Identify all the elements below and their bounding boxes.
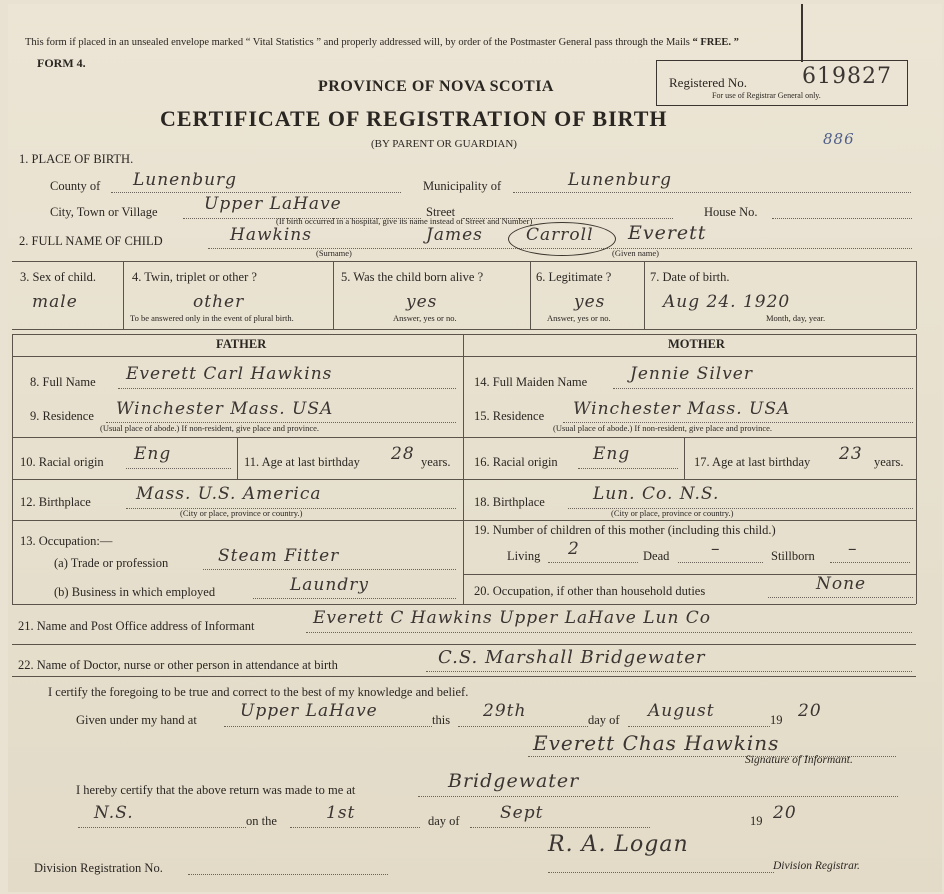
registrar-label: Division Registrar. <box>773 860 860 872</box>
date-note: Month, day, year. <box>766 313 826 323</box>
mother-occupation-label: 20. Occupation, if other than household duties <box>474 584 706 598</box>
father-name-label: 8. Full Name <box>30 375 96 389</box>
given-place: Upper LaHave <box>240 701 378 721</box>
province-title: PROVINCE OF NOVA SCOTIA <box>318 78 554 95</box>
city-label: City, Town or Village <box>50 205 158 219</box>
sex-value: male <box>32 292 78 312</box>
page-title: CERTIFICATE OF REGISTRATION OF BIRTH <box>160 106 668 131</box>
mother-children-label: 19. Number of children of this mother (including this child.) <box>474 523 776 537</box>
registrar-signature: R. A. Logan <box>548 832 689 857</box>
father-residence-note: (Usual place of abode.) If non-resident, give place and province. <box>100 423 320 433</box>
registered-pen-stroke <box>801 4 803 62</box>
father-birthplace-label: 12. Birthplace <box>20 495 91 509</box>
form-number: FORM 4. <box>37 56 86 70</box>
father-residence-value: Winchester Mass. USA <box>116 399 334 419</box>
certify-statement: I certify the foregoing to be true and correct to the best of my knowledge and belief. <box>48 685 469 699</box>
twin-label: 4. Twin, triplet or other ? <box>132 270 257 284</box>
mother-residence-label: 15. Residence <box>474 409 545 423</box>
alive-label: 5. Was the child born alive ? <box>341 270 484 284</box>
father-racial-value: Eng <box>134 444 172 464</box>
return-year: 20 <box>773 803 797 823</box>
street-label: Street <box>426 205 456 219</box>
county-value: Lunenburg <box>133 170 238 190</box>
registered-number-box <box>656 60 908 106</box>
father-business-value: Laundry <box>290 575 369 595</box>
city-value: Upper LaHave <box>204 194 342 214</box>
father-age-value: 28 <box>391 444 415 464</box>
mother-stillborn-label: Stillborn <box>771 549 815 563</box>
signature-label: Signature of Informant. <box>745 754 853 766</box>
father-trade-value: Steam Fitter <box>218 546 340 566</box>
father-residence-label: 9. Residence <box>30 409 94 423</box>
day-of-label: day of <box>588 713 620 727</box>
return-day-of-label: day of <box>428 814 460 828</box>
father-racial-label: 10. Racial origin <box>20 455 104 469</box>
informant-value: Everett C Hawkins Upper LaHave Lun Co <box>313 608 712 628</box>
on-label: on the <box>246 814 277 828</box>
sex-label: 3. Sex of child. <box>20 270 97 284</box>
legit-note: Answer, yes or no. <box>547 313 611 323</box>
division-label: Division Registration No. <box>34 861 163 875</box>
mother-residence-value: Winchester Mass. USA <box>573 399 791 419</box>
return-statement: I hereby certify that the above return was made to me at <box>76 783 356 797</box>
given-label: Given under my hand at <box>76 713 197 727</box>
twin-note: To be answered only in the event of plural birth. <box>130 313 294 323</box>
mother-racial-label: 16. Racial origin <box>474 455 558 469</box>
father-birthplace-note: (City or place, province or country.) <box>180 508 303 518</box>
county-label: County of <box>50 179 101 193</box>
mother-occupation-value: None <box>816 574 867 594</box>
mother-name-label: 14. Full Maiden Name <box>474 375 588 389</box>
registered-label: Registered No. <box>669 75 747 90</box>
twin-value: other <box>193 292 245 312</box>
mother-age-label: 17. Age at last birthday <box>694 455 811 469</box>
child-surname: Hawkins <box>230 225 312 245</box>
informant-signature: Everett Chas Hawkins <box>533 731 780 755</box>
mother-birthplace-note: (City or place, province or country.) <box>611 508 734 518</box>
father-years: years. <box>421 455 451 469</box>
mother-birthplace-value: Lun. Co. N.S. <box>593 484 720 504</box>
return-month: Sept <box>500 803 544 823</box>
surname-caption: (Surname) <box>316 248 352 258</box>
mail-notice-text: This form if placed in an unsealed envelope marked “ Vital Statistics ” and properly addressed will, by order of the Postmaster General pass through the Mails <box>25 37 690 48</box>
municipality-value: Lunenburg <box>568 170 673 190</box>
page-subtitle: (BY PARENT OR GUARDIAN) <box>371 138 517 150</box>
mother-dead-label: Dead <box>643 549 670 563</box>
date-label: 7. Date of birth. <box>650 270 730 284</box>
child-circled: Carroll <box>526 225 594 245</box>
alive-note: Answer, yes or no. <box>393 313 457 323</box>
child-extra-name: Everett <box>628 222 707 244</box>
year-value: 20 <box>798 701 822 721</box>
return-year-prefix: 19 <box>750 814 763 828</box>
return-place: Bridgewater <box>448 770 580 792</box>
mother-dead-value: – <box>711 539 721 559</box>
mother-birthplace-label: 18. Birthplace <box>474 495 545 509</box>
return-ns: N.S. <box>94 803 134 823</box>
doctor-label: 22. Name of Doctor, nurse or other person in attendance at birth <box>18 658 338 672</box>
hospital-note: (If birth occurred in a hospital, give its name instead of Street and Number) <box>276 216 533 226</box>
father-age-label: 11. Age at last birthday <box>244 455 360 469</box>
mother-heading: MOTHER <box>668 337 725 351</box>
year-prefix: 19 <box>770 713 783 727</box>
doctor-value: C.S. Marshall Bridgewater <box>438 647 706 668</box>
mother-stillborn-value: – <box>848 539 858 559</box>
given-caption: (Given name) <box>612 248 659 258</box>
month-value: August <box>648 701 715 721</box>
mother-living-value: 2 <box>568 539 580 559</box>
mother-living-label: Living <box>507 549 541 563</box>
father-birthplace-value: Mass. U.S. America <box>136 484 322 504</box>
alive-value: yes <box>406 292 438 312</box>
this-label: this <box>432 713 451 727</box>
informant-label: 21. Name and Post Office address of Informant <box>18 619 255 633</box>
child-name-label: 2. FULL NAME OF CHILD <box>19 234 163 248</box>
house-label: House No. <box>704 205 758 219</box>
father-name-value: Everett Carl Hawkins <box>126 364 333 384</box>
mother-years: years. <box>874 455 904 469</box>
father-heading: FATHER <box>216 337 267 351</box>
father-trade-label: (a) Trade or profession <box>54 556 169 570</box>
mother-racial-value: Eng <box>593 444 631 464</box>
this-value: 29th <box>483 701 527 721</box>
mother-age-value: 23 <box>839 444 863 464</box>
mail-notice <box>25 37 739 48</box>
on-value: 1st <box>326 803 356 823</box>
father-business-label: (b) Business in which employed <box>54 585 216 599</box>
corner-note: 886 <box>823 130 855 148</box>
registered-value: 619827 <box>802 64 892 89</box>
municipality-label: Municipality of <box>423 179 502 193</box>
place-heading: 1. PLACE OF BIRTH. <box>19 152 134 166</box>
certificate-form <box>8 4 942 892</box>
mail-notice-free: “ FREE. ” <box>692 37 739 48</box>
mother-residence-note: (Usual place of abode.) If non-resident, give place and province. <box>553 423 773 433</box>
child-given: James <box>426 225 483 245</box>
mother-name-value: Jennie Silver <box>630 364 753 384</box>
date-value: Aug 24. 1920 <box>663 292 791 312</box>
legit-value: yes <box>574 292 606 312</box>
father-occupation-label: 13. Occupation:— <box>20 534 113 548</box>
legit-label: 6. Legitimate ? <box>536 270 612 284</box>
registrar-note: For use of Registrar General only. <box>712 91 821 100</box>
